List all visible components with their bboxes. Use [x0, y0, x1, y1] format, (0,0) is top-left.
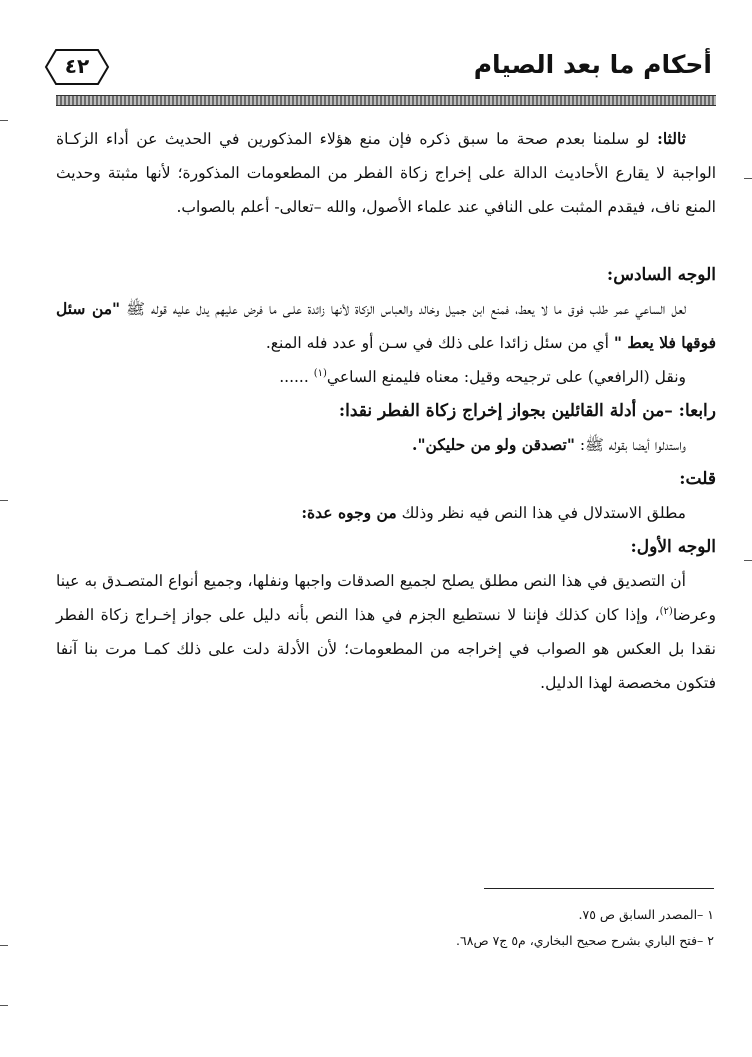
heading-fourth-point: رابعا: –من أدلة القائلين بجواز إخراج زكاة الفطر نقدا: [338, 401, 716, 421]
paragraph-text: أن التصديق في هذا النص مطلق يصلح لجميع الصدقات واجبها ونفلها، وجميع أنواع المتصـدق به عينا وعرضا [56, 572, 716, 624]
page-number-badge [44, 48, 110, 86]
paragraph-text: ونقل (الرافعي) على ترجيحه وقيل: معناه فليمنع الساعي [326, 368, 686, 386]
paragraph-text: مطلق الاستدلال في هذا النص فيه نظر وذلك [396, 504, 686, 522]
footnote-2: ٢ –فتح الباري بشرح صحيح البخاري، م٥ ج٧ ص٦٨. [456, 933, 714, 948]
main-text [56, 122, 716, 700]
margin-mark [0, 945, 8, 946]
page-number: ٤٢ [64, 54, 90, 78]
header-rule [56, 95, 716, 106]
margin-mark [744, 178, 752, 179]
paragraph-text: واستدلوا أيضا بقوله ﷺ: [574, 436, 686, 454]
hadith-quote: "من سئل فوقها فلا يعط " [56, 299, 716, 352]
margin-mark [0, 1005, 8, 1006]
paragraph-lead: ثالثا: [657, 129, 686, 148]
heading-first-aspect: الوجه الأول: [630, 537, 716, 557]
margin-mark [0, 500, 8, 501]
paragraph-rafii [56, 360, 716, 394]
paragraph-text: ، وإذا كان كذلك فإننا لا نستطيع الجزم في هذا النص بأنه دليل على جواز إخـراج زكاة الفطر نقدا بل العكس هو الصواب في إخراجه من المطعومات؛ لأن الأدلة دلت على ذلك كمـا مرت بنا آنفا فتكون مخصصة لهذا الدليل. [56, 606, 716, 692]
paragraph-first-aspect [56, 564, 716, 700]
bold-phrase: من وجوه عدة: [301, 503, 397, 522]
paragraph-third-point [56, 122, 716, 224]
book-title: أحكام ما بعد الصيام [473, 50, 712, 79]
footnote-1: ١ –المصدر السابق ص ٧٥. [578, 907, 714, 922]
footnotes [56, 902, 714, 954]
margin-mark [744, 560, 752, 561]
heading-i-said: قلت: [679, 469, 716, 489]
footnote-ref-2: (٢) [659, 605, 673, 617]
ellipsis: ...... [279, 368, 314, 386]
footnote-ref-1: (١) [313, 367, 327, 379]
heading-sixth-aspect: الوجه السادس: [606, 265, 716, 285]
paragraph-reasoning [56, 496, 716, 530]
hadith-quote: "تصدقن ولو من حليكن". [412, 435, 575, 454]
paragraph-text: أي من سئل زائدا على ذلك في سـن أو عدد فله المنع. [265, 334, 614, 352]
paragraph-text: لو سلمنا بعدم صحة ما سبق ذكره فإن منع هؤلاء المذكورين في الحديث عن أداء الزكـاة الواجبة لا يقارع الأحاديث الدالة على إخراج زكاة الفطر من المطعومات المذكورة؛ لأنها مثبتة وحديث المنع ناف، فيقدم المثبت على النافي عند علماء الأصول، والله –تعالى- أعلم بالصواب. [56, 130, 716, 216]
paragraph-text: لعل الساعي عمر طلب فوق ما لا يعط، فمنع ابن جميل وخالد والعباس الزكاة لأنها زائدة علـى ما فرض عليهم يدل عليه قوله ﷺ [120, 300, 686, 318]
margin-mark [0, 120, 8, 121]
paragraph-evidence [56, 428, 716, 462]
paragraph-sixth-aspect [56, 292, 716, 360]
footnote-separator [484, 888, 714, 889]
